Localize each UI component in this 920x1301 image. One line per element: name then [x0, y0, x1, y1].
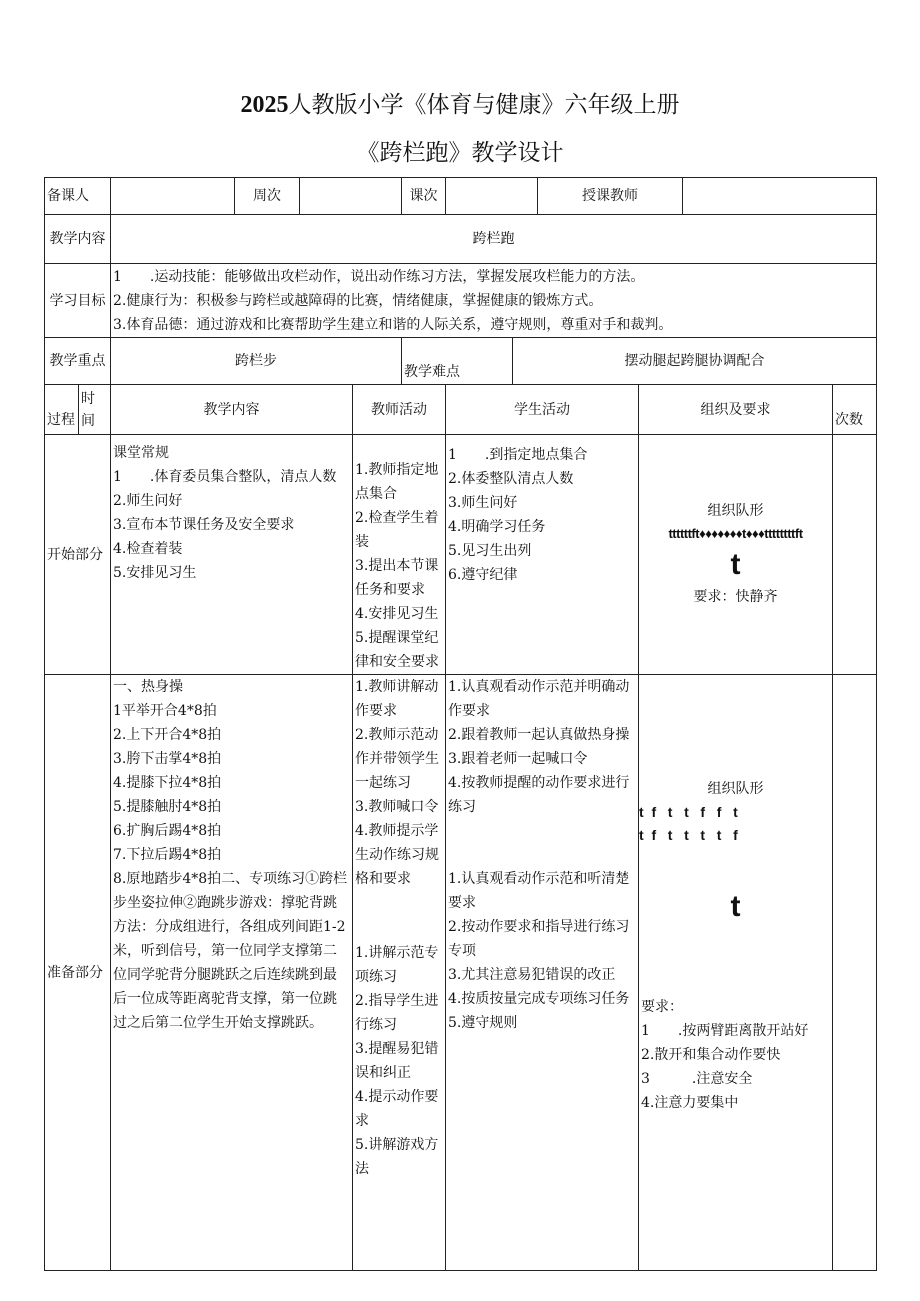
prep-teacher-item: 3.提醒易犯错误和纠正 [355, 1041, 439, 1081]
start-content-item: 5.安排见习生 [113, 565, 197, 581]
prep-student-item: 4.按教师提醒的动作要求进行练习 [448, 775, 630, 815]
prep-formation-teacher: t [730, 890, 741, 923]
prep-requirement-label: 要求： [641, 999, 683, 1015]
start-teacher-item: 3.提出本节课任务和要求 [355, 558, 439, 598]
col-time: 时间 [79, 385, 111, 435]
start-org-title: 组织队形 [707, 503, 764, 519]
content-value: 跨栏跑 [111, 215, 877, 264]
start-requirement: 要求：快静齐 [693, 589, 778, 605]
col-teacher-activity: 教师活动 [353, 385, 446, 435]
page-subtitle: 《跨栏跑》教学设计 [356, 140, 564, 166]
prep-teacher-item: 5.讲解游戏方法 [355, 1137, 439, 1177]
prep-count [833, 675, 877, 1271]
content-label: 教学内容 [45, 215, 111, 264]
start-student-item: 1 .到指定地点集合 [448, 447, 588, 463]
preparer-value [111, 178, 235, 215]
content-row [45, 215, 877, 264]
prep-teacher-item: 2.指导学生进行练习 [355, 993, 439, 1033]
start-content-item: 课堂常规 [113, 445, 169, 461]
prep-student-item: 4.按质按量完成专项练习任务 [448, 991, 630, 1007]
prep-content-item: 8.原地踏步4*8拍二、专项练习①跨栏步坐姿拉伸②跑跳步游戏：撑驼背跳方法：分成组进行，各组成列间距1-2米，听到信号，第一位同学支撑第二位同学驼背分腿跳跃之后连续跳到最后一位成等距离驼背支撑，第一位跳过之后第二位学生开始支撑跳跃。 [113, 871, 348, 1031]
prep-teacher-item: 3.教师喊口令 [355, 799, 439, 815]
difficulty-label: 教学难点 [402, 338, 513, 385]
start-student-list [446, 435, 639, 675]
prep-student-list [446, 675, 639, 1271]
prep-teacher-item: 1.讲解示范专项练习 [355, 945, 439, 985]
prep-student-item: 1.认真观看动作示范并明确动作要求 [448, 679, 630, 719]
key-label: 教学重点 [45, 338, 111, 385]
col-student-activity: 学生活动 [446, 385, 639, 435]
prep-formation-row: t f t t f f t [639, 804, 738, 820]
start-student-item: 5.见习生出列 [448, 543, 532, 559]
goal-item: 2.健康行为：积极参与跨栏或越障碍的比赛，情绪健康，掌握健康的锻炼方式。 [113, 293, 603, 309]
focus-row [45, 338, 877, 385]
prep-section-label: 准备部分 [45, 675, 111, 1271]
prep-content-item: 1平举开合4*8拍 [113, 703, 217, 719]
prep-formation-row: t f t t t t f [639, 827, 738, 843]
prep-teacher-list [353, 675, 446, 1271]
start-student-item: 4.明确学习任务 [448, 519, 546, 535]
prep-content-item: 2.上下开合4*8拍 [113, 727, 222, 743]
prep-content-item: 6.扩胸后踢4*8拍 [113, 823, 222, 839]
lesson-value [446, 178, 538, 215]
week-value [300, 178, 402, 215]
start-teacher-item: 5.提醒课堂纪律和安全要求 [355, 630, 439, 670]
goals-list [111, 264, 877, 338]
start-formation-row: ttttttft♦♦♦♦♦♦♦t♦♦♦ttttttttft [668, 526, 803, 541]
prep-student-item: 2.按动作要求和指导进行练习专项 [448, 919, 630, 959]
start-section-label: 开始部分 [45, 435, 111, 675]
prep-requirement-item: 3 .注意安全 [641, 1071, 753, 1087]
prep-organization [639, 675, 833, 1271]
start-student-item: 3.师生问好 [448, 495, 518, 511]
start-student-item: 6.遵守纪律 [448, 567, 518, 583]
goals-label: 学习目标 [45, 264, 111, 338]
prep-content-item: 7.下拉后踢4*8拍 [113, 847, 222, 863]
title-year: 2025 [240, 92, 289, 118]
start-student-item: 2.体委整队清点人数 [448, 471, 574, 487]
prep-org-title: 组织队形 [707, 781, 764, 797]
preparer-label: 备课人 [45, 178, 111, 215]
title-text: 人教版小学《体育与健康》六年级上册 [288, 92, 680, 118]
col-teaching-content: 教学内容 [111, 385, 353, 435]
start-organization [639, 435, 833, 675]
start-section-row [45, 435, 877, 675]
start-content-item: 1 .体育委员集合整队，清点人数 [113, 469, 337, 485]
lesson-label: 课次 [402, 178, 446, 215]
column-header-row [45, 385, 877, 435]
difficulty-value: 摆动腿起跨腿协调配合 [513, 338, 877, 385]
start-teacher-item: 1.教师指定地点集合 [355, 462, 439, 502]
lesson-plan-table [44, 177, 877, 1271]
prep-student-item: 3.跟着老师一起喊口令 [448, 751, 588, 767]
prep-teacher-item: 4.教师提示学生动作练习规格和要求 [355, 823, 439, 887]
col-process: 过程 [45, 385, 79, 435]
prep-student-item: 3.尤其注意易犯错误的改正 [448, 967, 616, 983]
goal-item: 1 .运动技能：能够做出攻栏动作，说出动作练习方法，掌握发展攻栏能力的方法。 [113, 269, 645, 285]
start-content-item: 2.师生问好 [113, 493, 183, 509]
start-formation-teacher: t [730, 548, 741, 581]
start-content-list [111, 435, 353, 675]
start-teacher-item: 4.安排见习生 [355, 606, 439, 622]
teacher-label: 授课教师 [538, 178, 683, 215]
prep-student-item: 5.遵守规则 [448, 1015, 518, 1031]
start-count [833, 435, 877, 675]
goal-item: 3.体育品德：通过游戏和比赛帮助学生建立和谐的人际关系，遵守规则，尊重对手和裁判。 [113, 317, 673, 333]
teacher-value [683, 178, 877, 215]
goals-row [45, 264, 877, 338]
prep-teacher-item: 2.教师示范动作并带领学生一起练习 [355, 727, 439, 791]
prep-content-list [111, 675, 353, 1271]
prep-teacher-item: 4.提示动作要求 [355, 1089, 439, 1129]
prep-requirement-item: 1 .按两臂距离散开站好 [641, 1023, 809, 1039]
col-organization: 组织及要求 [639, 385, 833, 435]
start-content-item: 3.宣布本节课任务及安全要求 [113, 517, 295, 533]
start-content-item: 4.检查着装 [113, 541, 183, 557]
prep-content-item: 4.提膝下拉4*8拍 [113, 775, 222, 791]
col-count: 次数 [833, 385, 877, 435]
key-value: 跨栏步 [111, 338, 402, 385]
start-teacher-item: 2.检查学生着装 [355, 510, 439, 550]
prep-student-item: 2.跟着教师一起认真做热身操 [448, 727, 630, 743]
info-row [45, 178, 877, 215]
week-label: 周次 [235, 178, 300, 215]
prep-content-item: 一、热身操 [113, 679, 183, 695]
prep-requirement-item: 4.注意力要集中 [641, 1095, 739, 1111]
prep-content-item: 3.胯下击掌4*8拍 [113, 751, 222, 767]
prep-requirement-item: 2.散开和集合动作要快 [641, 1047, 781, 1063]
prep-teacher-item: 1.教师讲解动作要求 [355, 679, 439, 719]
prep-content-item: 5.提膝触肘4*8拍 [113, 799, 222, 815]
prep-student-item: 1.认真观看动作示范和听清楚要求 [448, 871, 630, 911]
start-teacher-list [353, 435, 446, 675]
prep-section-row [45, 675, 877, 1271]
page-title [0, 86, 920, 119]
